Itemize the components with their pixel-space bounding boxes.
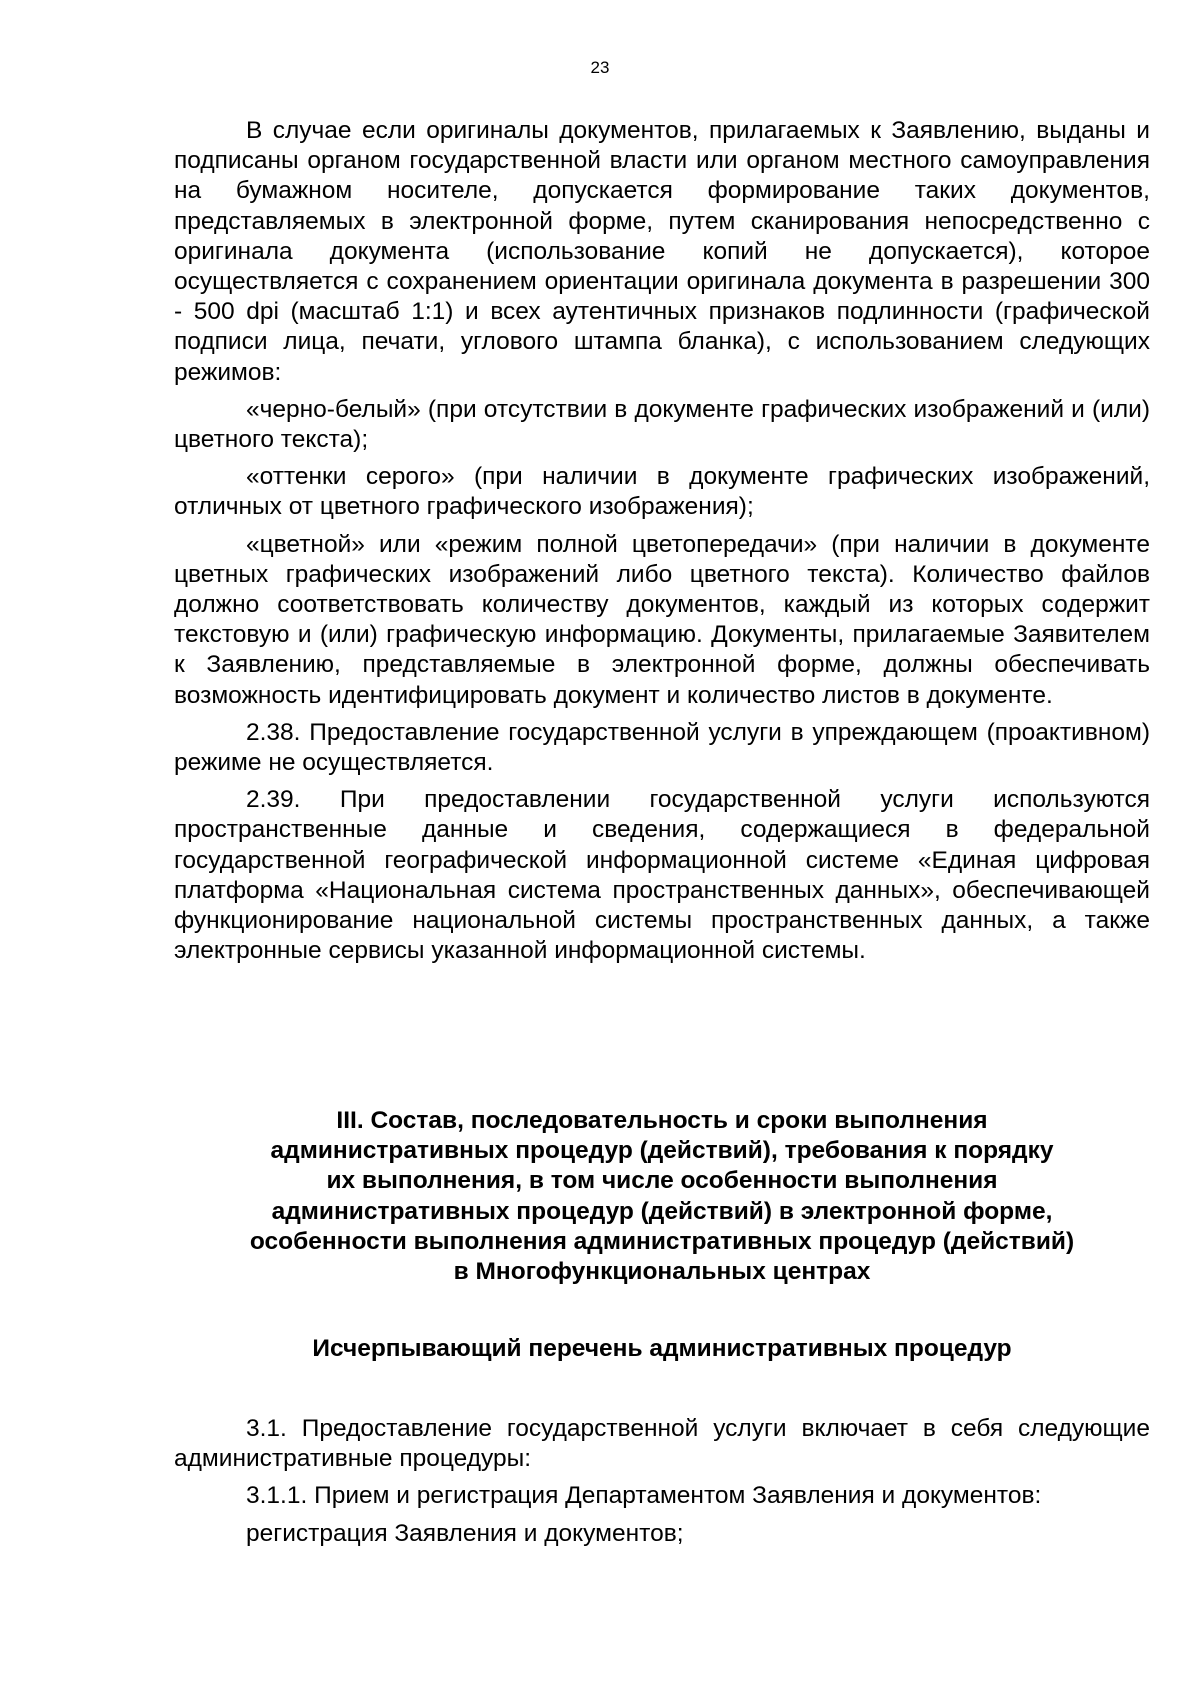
body-section-bottom	[174, 1414, 1150, 1549]
section-heading-line: особенности выполнения административных процедур (действий)	[249, 1227, 1075, 1255]
paragraph-mode-grayscale: «оттенки серого» (при наличии в документе графических изображений, отличных от цветного графического изображения);	[174, 463, 1150, 521]
section-heading-line: административных процедур (действий) в электронной форме,	[271, 1197, 1053, 1225]
page-number: 23	[590, 58, 610, 77]
paragraph-registration: регистрация Заявления и документов;	[246, 1519, 684, 1547]
section-heading-line: административных процедур (действий), требования к порядку	[270, 1137, 1054, 1165]
paragraph-2-38: 2.38. Предоставление государственной услуги в упреждающем (проактивном) режиме не осуществляется.	[174, 718, 1150, 777]
paragraph-mode-black-white: «черно-белый» (при отсутствии в документе графических изображений и (или) цветного текста);	[174, 395, 1150, 454]
paragraph-scanning-originals: В случае если оригиналы документов, прилагаемых к Заявлению, выданы и подписаны органом государственной власти или органом местного самоуправления на бумажном носителе, допускается формирование таких документов, представляемых в электронной форме, путем сканирования непосредственно с оригинала документа (использование копий не допускается), которое осуществляется с сохранением ориентации оригинала документа в разрешении 300 - 500 dpi (масштаб 1:1) и всех аутентичных признаков подлинности (графической подписи лица, печати, углового штампа бланка), с использованием следующих режимов:	[174, 117, 1150, 386]
body-section-top	[174, 116, 1150, 966]
paragraph-3-1: 3.1. Предоставление государственной услуги включает в себя следующие административные процедуры:	[174, 1415, 1150, 1473]
subheading: Исчерпывающий перечень административных процедур	[312, 1335, 1012, 1362]
section-heading-line: в Многофункциональных центрах	[453, 1258, 871, 1286]
section-heading	[174, 1106, 1150, 1287]
paragraph-3-1-1: 3.1.1. Прием и регистрация Департаментом Заявления и документов:	[246, 1482, 1042, 1510]
section-heading-line: III. Состав, последовательность и сроки выполнения	[336, 1107, 988, 1134]
section-heading-line: их выполнения, в том числе особенности выполнения	[326, 1167, 998, 1195]
paragraph-2-39: 2.39. При предоставлении государственной услуги используются пространственные данные и сведения, содержащиеся в федеральной государственной географической информационной системе «Единая цифровая платформа «Национальная система пространственных данных», обеспечивающей функционирование национальной системы пространственных данных, а также электронные сервисы указанной информационной системы.	[174, 786, 1150, 965]
paragraph-mode-color: «цветной» или «режим полной цветопередачи» (при наличии в документе цветных графических изображений либо цветного текста). Количество файлов должно соответствовать количеству документов, каждый из которых содержит текстовую и (или) графическую информацию. Документы, прилагаемые Заявителем к Заявлению, представляемые в электронной форме, должны обеспечивать возможность идентифицировать документ и количество листов в документе.	[174, 530, 1150, 709]
